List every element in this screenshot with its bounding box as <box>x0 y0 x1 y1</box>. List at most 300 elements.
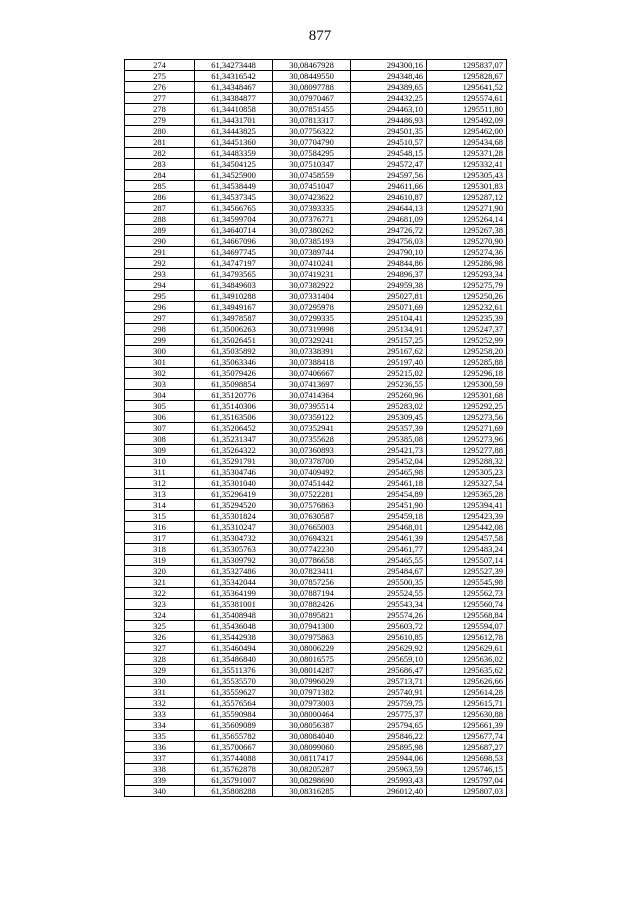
x-coordinate-cell: 295775,37 <box>351 709 427 720</box>
x-coordinate-cell: 295104,41 <box>351 313 427 324</box>
x-coordinate-cell: 295461,39 <box>351 533 427 544</box>
latitude-cell: 61,35231347 <box>195 434 273 445</box>
y-coordinate-cell: 1295677,74 <box>427 731 507 742</box>
point-number-cell: 278 <box>125 104 195 115</box>
longitude-cell: 30,07360893 <box>273 445 351 456</box>
table-row <box>125 577 507 588</box>
table-row <box>125 731 507 742</box>
table-row <box>125 126 507 137</box>
latitude-cell: 61,34978587 <box>195 313 273 324</box>
latitude-cell: 61,35436048 <box>195 621 273 632</box>
point-number-cell: 312 <box>125 478 195 489</box>
longitude-cell: 30,07882426 <box>273 599 351 610</box>
point-number-cell: 286 <box>125 192 195 203</box>
table-row <box>125 214 507 225</box>
latitude-cell: 61,34566765 <box>195 203 273 214</box>
point-number-cell: 301 <box>125 357 195 368</box>
latitude-cell: 61,34849603 <box>195 280 273 291</box>
latitude-cell: 61,34273448 <box>195 60 273 71</box>
coordinates-table-body <box>125 60 507 797</box>
point-number-cell: 287 <box>125 203 195 214</box>
y-coordinate-cell: 1295292,25 <box>427 401 507 412</box>
table-row <box>125 632 507 643</box>
table-row <box>125 159 507 170</box>
latitude-cell: 61,35063346 <box>195 357 273 368</box>
point-number-cell: 281 <box>125 137 195 148</box>
table-row <box>125 93 507 104</box>
longitude-cell: 30,08298690 <box>273 775 351 786</box>
longitude-cell: 30,07576863 <box>273 500 351 511</box>
longitude-cell: 30,07410241 <box>273 258 351 269</box>
latitude-cell: 61,34483359 <box>195 148 273 159</box>
x-coordinate-cell: 294348,46 <box>351 71 427 82</box>
y-coordinate-cell: 1295442,08 <box>427 522 507 533</box>
x-coordinate-cell: 295524,55 <box>351 588 427 599</box>
y-coordinate-cell: 1295614,28 <box>427 687 507 698</box>
x-coordinate-cell: 294681,09 <box>351 214 427 225</box>
table-row <box>125 588 507 599</box>
point-number-cell: 323 <box>125 599 195 610</box>
longitude-cell: 30,08006229 <box>273 643 351 654</box>
table-row <box>125 500 507 511</box>
table-row <box>125 71 507 82</box>
y-coordinate-cell: 1295247,37 <box>427 324 507 335</box>
y-coordinate-cell: 1295252,99 <box>427 335 507 346</box>
point-number-cell: 283 <box>125 159 195 170</box>
point-number-cell: 313 <box>125 489 195 500</box>
point-number-cell: 295 <box>125 291 195 302</box>
x-coordinate-cell: 295484,67 <box>351 566 427 577</box>
table-row <box>125 60 507 71</box>
point-number-cell: 277 <box>125 93 195 104</box>
point-number-cell: 339 <box>125 775 195 786</box>
x-coordinate-cell: 295846,22 <box>351 731 427 742</box>
table-row <box>125 434 507 445</box>
point-number-cell: 276 <box>125 82 195 93</box>
y-coordinate-cell: 1295837,07 <box>427 60 507 71</box>
x-coordinate-cell: 295629,92 <box>351 643 427 654</box>
table-row <box>125 764 507 775</box>
latitude-cell: 61,34348467 <box>195 82 273 93</box>
y-coordinate-cell: 1295568,84 <box>427 610 507 621</box>
latitude-cell: 61,34525900 <box>195 170 273 181</box>
y-coordinate-cell: 1295301,83 <box>427 181 507 192</box>
y-coordinate-cell: 1295273,56 <box>427 412 507 423</box>
y-coordinate-cell: 1295277,88 <box>427 445 507 456</box>
coordinates-table <box>124 59 507 797</box>
table-row <box>125 104 507 115</box>
y-coordinate-cell: 1295300,59 <box>427 379 507 390</box>
y-coordinate-cell: 1295371,28 <box>427 148 507 159</box>
latitude-cell: 61,35206452 <box>195 423 273 434</box>
table-row <box>125 390 507 401</box>
latitude-cell: 61,35535570 <box>195 676 273 687</box>
latitude-cell: 61,34640714 <box>195 225 273 236</box>
table-row <box>125 258 507 269</box>
table-row <box>125 478 507 489</box>
x-coordinate-cell: 295260,96 <box>351 390 427 401</box>
longitude-cell: 30,07694321 <box>273 533 351 544</box>
x-coordinate-cell: 295944,06 <box>351 753 427 764</box>
y-coordinate-cell: 1295288,32 <box>427 456 507 467</box>
latitude-cell: 61,34443825 <box>195 126 273 137</box>
point-number-cell: 299 <box>125 335 195 346</box>
x-coordinate-cell: 295759,75 <box>351 698 427 709</box>
table-row <box>125 522 507 533</box>
x-coordinate-cell: 294432,25 <box>351 93 427 104</box>
longitude-cell: 30,07423622 <box>273 192 351 203</box>
point-number-cell: 325 <box>125 621 195 632</box>
point-number-cell: 280 <box>125 126 195 137</box>
longitude-cell: 30,07823411 <box>273 566 351 577</box>
y-coordinate-cell: 1295258,20 <box>427 346 507 357</box>
x-coordinate-cell: 294610,87 <box>351 192 427 203</box>
x-coordinate-cell: 295071,69 <box>351 302 427 313</box>
x-coordinate-cell: 295895,98 <box>351 742 427 753</box>
table-row <box>125 610 507 621</box>
x-coordinate-cell: 295468,01 <box>351 522 427 533</box>
point-number-cell: 338 <box>125 764 195 775</box>
latitude-cell: 61,35296419 <box>195 489 273 500</box>
table-row <box>125 115 507 126</box>
y-coordinate-cell: 1295365,28 <box>427 489 507 500</box>
x-coordinate-cell: 295500,35 <box>351 577 427 588</box>
longitude-cell: 30,07665003 <box>273 522 351 533</box>
x-coordinate-cell: 295543,34 <box>351 599 427 610</box>
longitude-cell: 30,07376771 <box>273 214 351 225</box>
x-coordinate-cell: 294896,37 <box>351 269 427 280</box>
y-coordinate-cell: 1295562,73 <box>427 588 507 599</box>
longitude-cell: 30,07941300 <box>273 621 351 632</box>
longitude-cell: 30,07331404 <box>273 291 351 302</box>
latitude-cell: 61,35700667 <box>195 742 273 753</box>
longitude-cell: 30,07813317 <box>273 115 351 126</box>
y-coordinate-cell: 1295641,52 <box>427 82 507 93</box>
point-number-cell: 305 <box>125 401 195 412</box>
point-number-cell: 337 <box>125 753 195 764</box>
point-number-cell: 326 <box>125 632 195 643</box>
point-number-cell: 306 <box>125 412 195 423</box>
y-coordinate-cell: 1295527,39 <box>427 566 507 577</box>
point-number-cell: 298 <box>125 324 195 335</box>
longitude-cell: 30,07996029 <box>273 676 351 687</box>
x-coordinate-cell: 295215,02 <box>351 368 427 379</box>
latitude-cell: 61,35026451 <box>195 335 273 346</box>
table-row <box>125 599 507 610</box>
x-coordinate-cell: 295740,91 <box>351 687 427 698</box>
point-number-cell: 340 <box>125 786 195 797</box>
point-number-cell: 302 <box>125 368 195 379</box>
longitude-cell: 30,07458559 <box>273 170 351 181</box>
point-number-cell: 318 <box>125 544 195 555</box>
y-coordinate-cell: 1295305,43 <box>427 170 507 181</box>
x-coordinate-cell: 294389,65 <box>351 82 427 93</box>
y-coordinate-cell: 1295285,88 <box>427 357 507 368</box>
latitude-cell: 61,34431701 <box>195 115 273 126</box>
x-coordinate-cell: 295027,81 <box>351 291 427 302</box>
y-coordinate-cell: 1295232,61 <box>427 302 507 313</box>
table-row <box>125 401 507 412</box>
point-number-cell: 300 <box>125 346 195 357</box>
y-coordinate-cell: 1295661,39 <box>427 720 507 731</box>
longitude-cell: 30,07970467 <box>273 93 351 104</box>
y-coordinate-cell: 1295267,38 <box>427 225 507 236</box>
longitude-cell: 30,07352941 <box>273 423 351 434</box>
latitude-cell: 61,35381001 <box>195 599 273 610</box>
x-coordinate-cell: 295713,71 <box>351 676 427 687</box>
table-row <box>125 742 507 753</box>
y-coordinate-cell: 1295273,96 <box>427 434 507 445</box>
table-row <box>125 775 507 786</box>
point-number-cell: 303 <box>125 379 195 390</box>
point-number-cell: 311 <box>125 467 195 478</box>
latitude-cell: 61,34410858 <box>195 104 273 115</box>
table-row <box>125 533 507 544</box>
point-number-cell: 304 <box>125 390 195 401</box>
latitude-cell: 61,34697745 <box>195 247 273 258</box>
x-coordinate-cell: 295452,04 <box>351 456 427 467</box>
x-coordinate-cell: 295794,65 <box>351 720 427 731</box>
latitude-cell: 61,35163506 <box>195 412 273 423</box>
longitude-cell: 30,07388418 <box>273 357 351 368</box>
table-row <box>125 181 507 192</box>
latitude-cell: 61,34747197 <box>195 258 273 269</box>
point-number-cell: 320 <box>125 566 195 577</box>
table-row <box>125 676 507 687</box>
x-coordinate-cell: 295236,55 <box>351 379 427 390</box>
latitude-cell: 61,34538449 <box>195 181 273 192</box>
latitude-cell: 61,35576564 <box>195 698 273 709</box>
x-coordinate-cell: 295459,18 <box>351 511 427 522</box>
point-number-cell: 319 <box>125 555 195 566</box>
latitude-cell: 61,35364199 <box>195 588 273 599</box>
latitude-cell: 61,34793565 <box>195 269 273 280</box>
y-coordinate-cell: 1295507,14 <box>427 555 507 566</box>
table-row <box>125 423 507 434</box>
longitude-cell: 30,07295978 <box>273 302 351 313</box>
x-coordinate-cell: 295461,18 <box>351 478 427 489</box>
table-row <box>125 687 507 698</box>
latitude-cell: 61,35310247 <box>195 522 273 533</box>
x-coordinate-cell: 294510,57 <box>351 137 427 148</box>
longitude-cell: 30,07973003 <box>273 698 351 709</box>
point-number-cell: 284 <box>125 170 195 181</box>
y-coordinate-cell: 1295332,41 <box>427 159 507 170</box>
point-number-cell: 297 <box>125 313 195 324</box>
latitude-cell: 61,35120776 <box>195 390 273 401</box>
longitude-cell: 30,08117417 <box>273 753 351 764</box>
x-coordinate-cell: 295357,39 <box>351 423 427 434</box>
longitude-cell: 30,08016575 <box>273 654 351 665</box>
x-coordinate-cell: 295283,02 <box>351 401 427 412</box>
point-number-cell: 308 <box>125 434 195 445</box>
x-coordinate-cell: 295385,08 <box>351 434 427 445</box>
longitude-cell: 30,07630587 <box>273 511 351 522</box>
x-coordinate-cell: 295686,47 <box>351 665 427 676</box>
x-coordinate-cell: 295574,26 <box>351 610 427 621</box>
latitude-cell: 61,35762878 <box>195 764 273 775</box>
table-row <box>125 379 507 390</box>
point-number-cell: 333 <box>125 709 195 720</box>
table-row <box>125 489 507 500</box>
y-coordinate-cell: 1295828,67 <box>427 71 507 82</box>
latitude-cell: 61,35442938 <box>195 632 273 643</box>
x-coordinate-cell: 295610,85 <box>351 632 427 643</box>
x-coordinate-cell: 295134,91 <box>351 324 427 335</box>
longitude-cell: 30,07406667 <box>273 368 351 379</box>
y-coordinate-cell: 1295636,02 <box>427 654 507 665</box>
table-row <box>125 302 507 313</box>
table-row <box>125 456 507 467</box>
longitude-cell: 30,08056387 <box>273 720 351 731</box>
longitude-cell: 30,07395514 <box>273 401 351 412</box>
latitude-cell: 61,35609089 <box>195 720 273 731</box>
y-coordinate-cell: 1295423,39 <box>427 511 507 522</box>
x-coordinate-cell: 294756,03 <box>351 236 427 247</box>
x-coordinate-cell: 295421,73 <box>351 445 427 456</box>
table-row <box>125 291 507 302</box>
point-number-cell: 315 <box>125 511 195 522</box>
table-row <box>125 324 507 335</box>
table-row <box>125 280 507 291</box>
y-coordinate-cell: 1295235,39 <box>427 313 507 324</box>
y-coordinate-cell: 1295287,12 <box>427 192 507 203</box>
latitude-cell: 61,34537345 <box>195 192 273 203</box>
y-coordinate-cell: 1295434,68 <box>427 137 507 148</box>
latitude-cell: 61,35301824 <box>195 511 273 522</box>
latitude-cell: 61,34599704 <box>195 214 273 225</box>
longitude-cell: 30,07584295 <box>273 148 351 159</box>
x-coordinate-cell: 294572,47 <box>351 159 427 170</box>
y-coordinate-cell: 1295264,14 <box>427 214 507 225</box>
x-coordinate-cell: 294644,13 <box>351 203 427 214</box>
longitude-cell: 30,07451442 <box>273 478 351 489</box>
latitude-cell: 61,35460494 <box>195 643 273 654</box>
x-coordinate-cell: 295993,43 <box>351 775 427 786</box>
table-row <box>125 621 507 632</box>
latitude-cell: 61,34384877 <box>195 93 273 104</box>
longitude-cell: 30,07359122 <box>273 412 351 423</box>
longitude-cell: 30,07704790 <box>273 137 351 148</box>
longitude-cell: 30,08014287 <box>273 665 351 676</box>
latitude-cell: 61,35744088 <box>195 753 273 764</box>
longitude-cell: 30,07385193 <box>273 236 351 247</box>
longitude-cell: 30,07971382 <box>273 687 351 698</box>
point-number-cell: 290 <box>125 236 195 247</box>
x-coordinate-cell: 294463,10 <box>351 104 427 115</box>
table-row <box>125 720 507 731</box>
x-coordinate-cell: 294300,16 <box>351 60 427 71</box>
longitude-cell: 30,08449550 <box>273 71 351 82</box>
table-row <box>125 544 507 555</box>
point-number-cell: 275 <box>125 71 195 82</box>
longitude-cell: 30,07895821 <box>273 610 351 621</box>
point-number-cell: 307 <box>125 423 195 434</box>
table-row <box>125 467 507 478</box>
longitude-cell: 30,07338391 <box>273 346 351 357</box>
point-number-cell: 282 <box>125 148 195 159</box>
point-number-cell: 328 <box>125 654 195 665</box>
point-number-cell: 321 <box>125 577 195 588</box>
y-coordinate-cell: 1295615,71 <box>427 698 507 709</box>
table-row <box>125 511 507 522</box>
longitude-cell: 30,08084040 <box>273 731 351 742</box>
table-row <box>125 269 507 280</box>
y-coordinate-cell: 1295612,78 <box>427 632 507 643</box>
x-coordinate-cell: 294844,86 <box>351 258 427 269</box>
longitude-cell: 30,07413697 <box>273 379 351 390</box>
longitude-cell: 30,07319998 <box>273 324 351 335</box>
y-coordinate-cell: 1295807,03 <box>427 786 507 797</box>
y-coordinate-cell: 1295462,00 <box>427 126 507 137</box>
latitude-cell: 61,35342044 <box>195 577 273 588</box>
x-coordinate-cell: 295454,89 <box>351 489 427 500</box>
table-row <box>125 335 507 346</box>
latitude-cell: 61,35327486 <box>195 566 273 577</box>
y-coordinate-cell: 1295483,24 <box>427 544 507 555</box>
y-coordinate-cell: 1295630,88 <box>427 709 507 720</box>
table-row <box>125 412 507 423</box>
table-row <box>125 709 507 720</box>
latitude-cell: 61,35791007 <box>195 775 273 786</box>
y-coordinate-cell: 1295687,27 <box>427 742 507 753</box>
longitude-cell: 30,08097788 <box>273 82 351 93</box>
table-row <box>125 313 507 324</box>
latitude-cell: 61,35808288 <box>195 786 273 797</box>
latitude-cell: 61,35486840 <box>195 654 273 665</box>
table-row <box>125 192 507 203</box>
latitude-cell: 61,35305763 <box>195 544 273 555</box>
longitude-cell: 30,07451047 <box>273 181 351 192</box>
point-number-cell: 294 <box>125 280 195 291</box>
longitude-cell: 30,07887194 <box>273 588 351 599</box>
latitude-cell: 61,35590984 <box>195 709 273 720</box>
y-coordinate-cell: 1295492,09 <box>427 115 507 126</box>
point-number-cell: 329 <box>125 665 195 676</box>
table-row <box>125 643 507 654</box>
table-row <box>125 137 507 148</box>
longitude-cell: 30,07522281 <box>273 489 351 500</box>
x-coordinate-cell: 294501,35 <box>351 126 427 137</box>
y-coordinate-cell: 1295271,90 <box>427 203 507 214</box>
table-row <box>125 753 507 764</box>
longitude-cell: 30,07786658 <box>273 555 351 566</box>
table-row <box>125 346 507 357</box>
latitude-cell: 61,35559627 <box>195 687 273 698</box>
y-coordinate-cell: 1295274,36 <box>427 247 507 258</box>
table-row <box>125 665 507 676</box>
y-coordinate-cell: 1295594,07 <box>427 621 507 632</box>
point-number-cell: 330 <box>125 676 195 687</box>
latitude-cell: 61,34949167 <box>195 302 273 313</box>
longitude-cell: 30,07389744 <box>273 247 351 258</box>
x-coordinate-cell: 294548,15 <box>351 148 427 159</box>
latitude-cell: 61,34316542 <box>195 71 273 82</box>
page-number: 877 <box>308 28 332 44</box>
longitude-cell: 30,07756322 <box>273 126 351 137</box>
x-coordinate-cell: 295465,98 <box>351 467 427 478</box>
latitude-cell: 61,35140306 <box>195 401 273 412</box>
point-number-cell: 288 <box>125 214 195 225</box>
longitude-cell: 30,07414364 <box>273 390 351 401</box>
x-coordinate-cell: 294726,72 <box>351 225 427 236</box>
table-row <box>125 445 507 456</box>
point-number-cell: 327 <box>125 643 195 654</box>
x-coordinate-cell: 294959,38 <box>351 280 427 291</box>
longitude-cell: 30,07355628 <box>273 434 351 445</box>
x-coordinate-cell: 295465,55 <box>351 555 427 566</box>
latitude-cell: 61,35035892 <box>195 346 273 357</box>
